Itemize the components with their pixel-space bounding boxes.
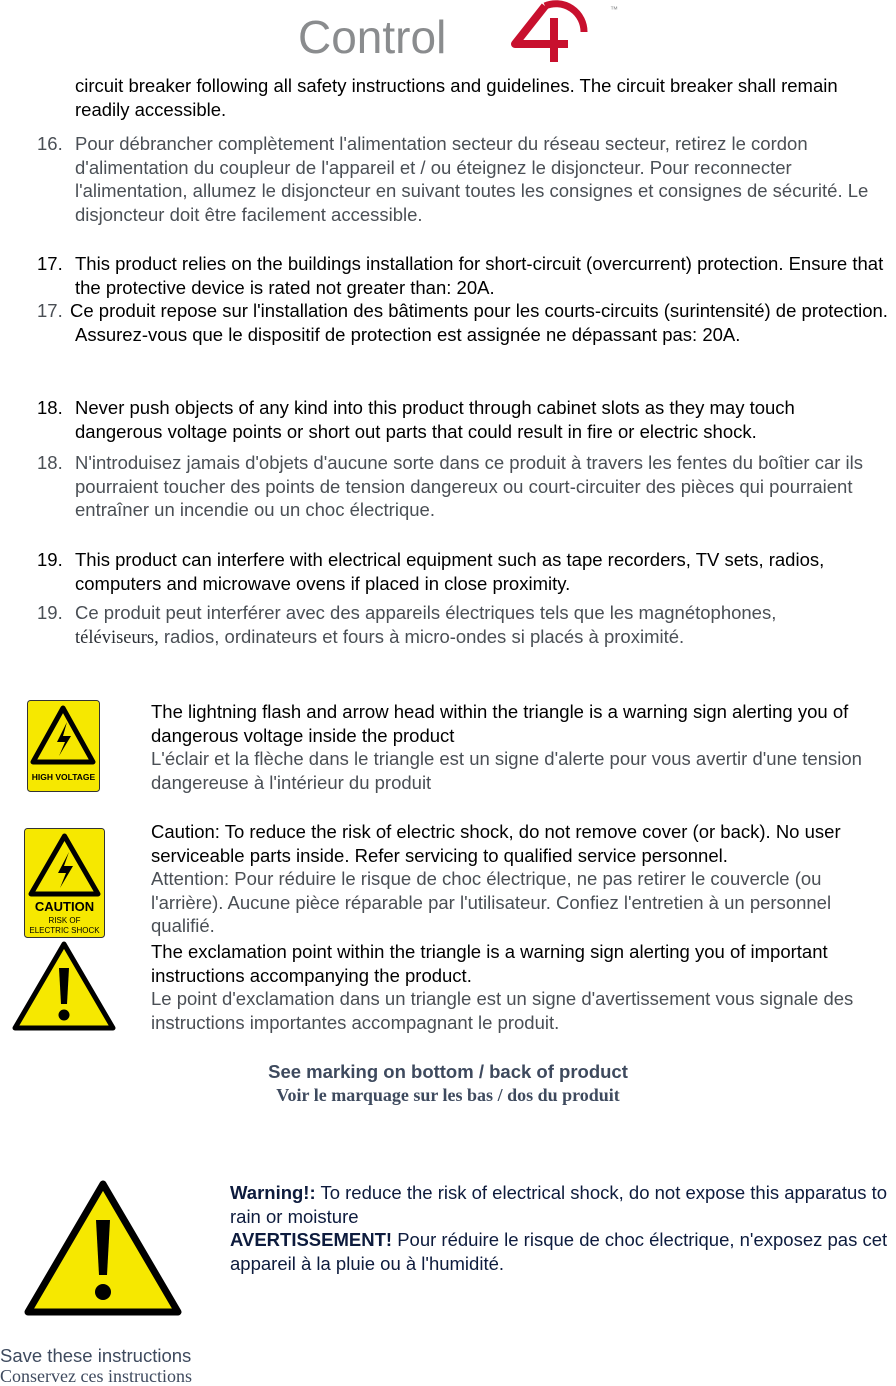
caution-sub1: RISK OF: [48, 916, 81, 925]
item-17-french: Ce produit repose sur l'installation des bâtiments pour les courts-circuits (surintensité) de protection. Assurez-vous que le dispositif de protection est assignée ne dépassant pas: 20A.: [70, 300, 888, 345]
large-exclamation-warning-icon: [22, 1178, 184, 1318]
exclamation-french: Le point d'exclamation dans un triangle est un signe d'avertissement vous signale des instructions importantes accompagnant le produit.: [151, 988, 854, 1033]
exclamation-warning-icon: [11, 940, 117, 1032]
caution-label: CAUTION: [34, 899, 95, 914]
warning-english-text: To reduce the risk of electrical shock, do not expose this apparatus to rain or moisture: [230, 1182, 888, 1227]
item-16-fr-number: 16.: [37, 133, 63, 154]
caution-english: Caution: To reduce the risk of electric shock, do not remove cover (or back). No user serviceable parts inside. Refer servicing to qualified service personnel.: [151, 821, 841, 866]
high-voltage-sign-icon: [27, 700, 100, 792]
lightning-french: L'éclair et la flèche dans le triangle est un signe d'alerte pour vous avertir d'une tension dangereuse à l'intérieur du produit: [151, 748, 862, 793]
footer-french: Conservez ces instructions: [0, 1366, 192, 1386]
item-19-fr-number: 19.: [37, 602, 63, 623]
warning-french-text: Pour réduire le risque de choc électrique, n'exposez pas cet appareil à la pluie ou à l'humidité.: [230, 1229, 888, 1274]
item-17-en-number: 17.: [37, 253, 63, 274]
item-16-french-text: Pour débrancher complètement l'alimentation secteur du réseau secteur, retirez le cordon d'alimentation du coupleur de l'appareil et / ou éteignez le disjoncteur. Pour reconnecter l'alimentation, allumez le disjoncteur en suivant toutes les consignes et consignes de sécurité. Le disjoncteur doit être facilement accessible.: [75, 133, 869, 225]
footer-english: Save these instructions: [0, 1345, 192, 1366]
item-17-english: This product relies on the buildings installation for short-circuit (overcurrent) protection. Ensure that the protective device is rated not greater than: 20A.: [75, 253, 884, 298]
item-16-french: [75, 132, 896, 226]
marking-french: Voir le marquage sur les bas / dos du produit: [276, 1085, 620, 1105]
lightning-english: The lightning flash and arrow head within the triangle is a warning sign alerting you of dangerous voltage inside the product: [151, 701, 849, 746]
warning-french-label: AVERTISSEMENT!: [230, 1229, 393, 1250]
warning-english-label: Warning!:: [230, 1182, 316, 1203]
item-18-french: N'introduisez jamais d'objets d'aucune sorte dans ce produit à travers les fentes du boîtier car ils pourraient toucher des points de tension dangereux ou court-circuiter des pièces qui pourraient entraîner un incendie ou un choc électrique.: [75, 452, 864, 520]
item-18-en-number: 18.: [37, 397, 63, 418]
exclamation-english: The exclamation point within the triangle is a warning sign alerting you of important instructions accompanying the product.: [151, 941, 828, 986]
logo-text: Control: [298, 11, 447, 63]
caution-sign-icon: [24, 828, 105, 938]
logo-four-mark: [515, 4, 584, 62]
item-19-french-serif-word: téléviseurs,: [75, 627, 159, 648]
item-18-fr-number: 18.: [37, 452, 63, 473]
logo-tm: ™: [610, 5, 618, 14]
warning-french: [230, 1228, 890, 1275]
item-17-fr-number: 17.: [37, 300, 63, 321]
item-18-english: Never push objects of any kind into this product through cabinet slots as they may touch dangerous voltage points or short out parts that could result in fire or electric shock.: [75, 397, 795, 442]
caution-french: Attention: Pour réduire le risque de choc électrique, ne pas retirer le couvercle (ou l'arrière). Aucune pièce réparable par l'utilisateur. Confiez l'entretien à un personnel qualifié.: [151, 868, 832, 936]
high-voltage-label: HIGH VOLTAGE: [31, 772, 96, 782]
item-19-english: This product can interfere with electrical equipment such as tape recorders, TV sets, radios, computers and microwave ovens if placed in close proximity.: [75, 549, 825, 594]
marking-english: See marking on bottom / back of product: [268, 1061, 628, 1082]
caution-sub2: ELECTRIC SHOCK: [29, 926, 100, 935]
item-19-french-line1: Ce produit peut interférer avec des appareils électriques tels que les magnétophones,: [75, 602, 777, 623]
control4-logo: [0, 0, 896, 66]
item-19-french-line2: radios, ordinateurs et fours à micro-ondes si placés à proximité.: [158, 625, 685, 647]
item-19-en-number: 19.: [37, 549, 63, 570]
item-19-french: [75, 601, 887, 650]
warning-english: [230, 1181, 890, 1228]
item-15-english-continued: circuit breaker following all safety instructions and guidelines. The circuit breaker shall remain readily accessible.: [75, 75, 838, 120]
